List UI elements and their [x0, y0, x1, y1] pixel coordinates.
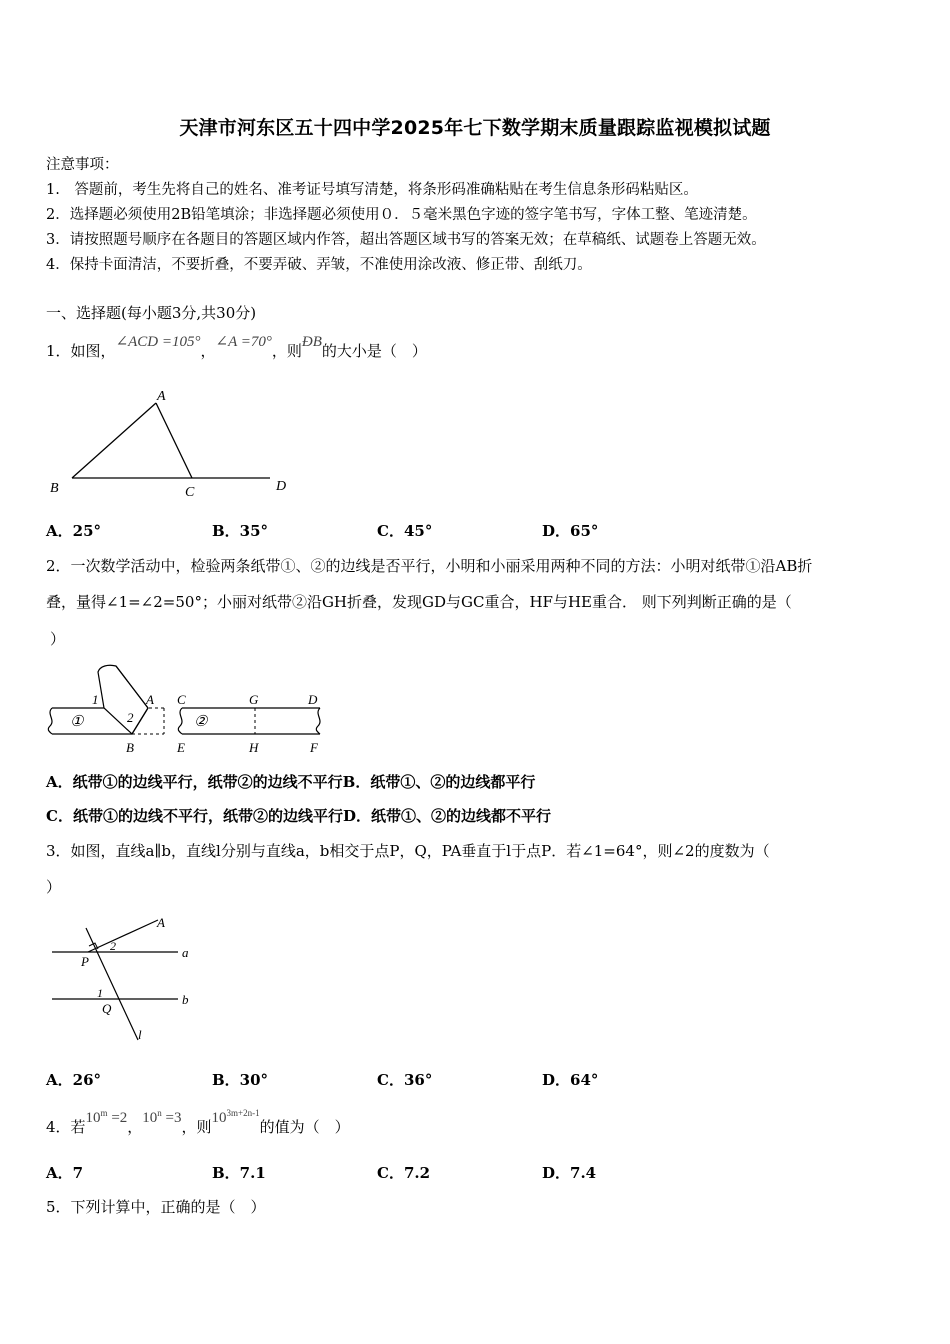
- q2-text-line2: 叠，量得∠1=∠2=50°；小丽对纸带②沿GH折叠，发现GD与GC重合，HF与HE重合． 则下列判断正确的是（: [46, 593, 792, 611]
- q4-option-a[interactable]: A．7: [46, 1164, 84, 1182]
- q3-line-l-label: l: [138, 1027, 142, 1042]
- q2-angle-1-label: 1: [92, 692, 99, 707]
- q1-label-b: B: [50, 481, 59, 496]
- q3-option-d[interactable]: D．64°: [542, 1071, 599, 1089]
- q4-expr-1-base: 10: [85, 1110, 101, 1126]
- question-4: [46, 1108, 350, 1137]
- q1-label-d: D: [276, 479, 287, 494]
- q2-label-e: E: [177, 740, 185, 755]
- q5-text: 5．下列计算中，正确的是（ ）: [46, 1198, 266, 1216]
- q1-pre: 如图，: [70, 342, 116, 360]
- q1-mid: ，则: [271, 342, 302, 360]
- q4-expr-1-exp: m: [100, 1108, 108, 1118]
- q3-option-b[interactable]: B．30°: [212, 1071, 269, 1089]
- q4-expr-3-exp: 3m+2n-1: [226, 1108, 260, 1118]
- q2-angle-2-label: 2: [127, 710, 134, 725]
- section-heading: 一、选择题(每小题3分,共30分): [46, 304, 257, 322]
- q4-option-d[interactable]: D．7.4: [542, 1164, 597, 1182]
- q3-angle-1-label: 1: [97, 986, 103, 1000]
- notice-item: 3．请按照题号顺序在各题目的答题区域内作答，超出答题区域书写的答案无效；在草稿纸、试题卷上答题无效。: [46, 232, 766, 248]
- q1-number: 1．: [46, 342, 71, 360]
- q2-label-f: F: [310, 740, 318, 755]
- q2-text-line3: ）: [50, 630, 66, 648]
- q3-line-a-label: a: [182, 945, 189, 960]
- notice-item: 2．选择题必须使用2B铅笔填涂；非选择题必须使用０．５毫米黑色字迹的签字笔书写，字体工整、笔迹清楚。: [46, 207, 757, 223]
- q4-post: 的值为（ ）: [259, 1118, 350, 1136]
- notice-heading: 注意事项：: [46, 157, 119, 173]
- notice-item: 1. 答题前，考生先将自己的姓名、准考证号填写清楚，将条形码准确粘贴在考生信息条形码粘贴区。: [46, 182, 698, 198]
- q2-text-line1: 2．一次数学活动中，检验两条纸带①、②的边线是否平行，小明和小丽采用两种不同的方法：小明对纸带①沿AB折: [46, 557, 813, 575]
- q1-triangle-figure: [40, 380, 310, 505]
- q2-label-d: D: [308, 692, 318, 707]
- q2-strip-1-label: ①: [70, 714, 84, 730]
- q4-expr-3-base: 10: [211, 1110, 227, 1126]
- q1-option-b[interactable]: B．35°: [212, 522, 269, 540]
- q3-angle-2-label: 2: [110, 939, 116, 953]
- q3-option-c[interactable]: C．36°: [377, 1071, 433, 1089]
- q4-prefix: 4．若: [46, 1118, 86, 1136]
- q1-option-d[interactable]: D．65°: [542, 522, 599, 540]
- q2-label-h: H: [249, 740, 259, 755]
- q2-label-c: C: [177, 692, 186, 707]
- q2-options-row1[interactable]: A．纸带①的边线平行，纸带②的边线不平行B．纸带①、②的边线都平行: [46, 773, 536, 791]
- q4-expr-2: [142, 1110, 181, 1126]
- q3-text-line1: 3．如图，直线a∥b，直线l分别与直线a，b相交于点P，Q，PA垂直于l于点P．若∠1=64°，则∠2的度数为（: [46, 842, 770, 860]
- q4-option-c[interactable]: C．7.2: [377, 1164, 431, 1182]
- q1-option-c[interactable]: C．45°: [377, 522, 433, 540]
- q2-options-row2[interactable]: C．纸带①的边线不平行，纸带②的边线平行D．纸带①、②的边线都不平行: [46, 807, 551, 825]
- q1-label-c: C: [185, 485, 195, 500]
- q4-expr-2-rest: =3: [161, 1110, 182, 1126]
- q3-label-p: P: [81, 954, 89, 969]
- q1-sep: ，: [200, 342, 216, 360]
- q4-expr-2-exp: n: [157, 1108, 162, 1118]
- question-1: [46, 334, 427, 361]
- q4-expr-1-rest: =2: [107, 1110, 128, 1126]
- notice-item: 4．保持卡面清洁，不要折叠，不要弄破、弄皱，不准使用涂改液、修正带、刮纸刀。: [46, 257, 592, 273]
- q2-label-a: A: [146, 692, 154, 707]
- q3-line-b-label: b: [182, 992, 189, 1007]
- q2-label-b: B: [126, 740, 134, 755]
- q3-label-a: A: [157, 915, 165, 930]
- q3-label-q: Q: [102, 1001, 112, 1016]
- q3-parallel-lines-figure: [44, 910, 214, 1050]
- q3-text-line2: ）: [46, 878, 62, 896]
- q4-expr-3: [212, 1110, 260, 1126]
- q4-expr-1: [86, 1110, 128, 1126]
- q4-mid: ，则: [181, 1118, 212, 1136]
- q2-label-g: G: [249, 692, 259, 707]
- q4-option-b[interactable]: B．7.1: [212, 1164, 266, 1182]
- q1-option-a[interactable]: A．25°: [46, 522, 102, 540]
- q1-label-a: A: [157, 389, 166, 404]
- q1-post: 的大小是（ ）: [321, 342, 427, 360]
- q2-strip-2-label: ②: [194, 714, 208, 730]
- q3-option-a[interactable]: A．26°: [46, 1071, 102, 1089]
- q4-expr-2-base: 10: [142, 1110, 158, 1126]
- q4-sep: ，: [127, 1118, 143, 1136]
- q2-paper-strips-figure: [44, 660, 334, 760]
- q1-expr-a: ∠A =70°: [215, 334, 272, 350]
- q1-expr-acd: ∠ACD =105°: [115, 334, 201, 350]
- page-title: 天津市河东区五十四中学2025年七下数学期末质量跟踪监视模拟试题: [179, 117, 771, 139]
- q1-expr-b: ÐB: [301, 334, 322, 350]
